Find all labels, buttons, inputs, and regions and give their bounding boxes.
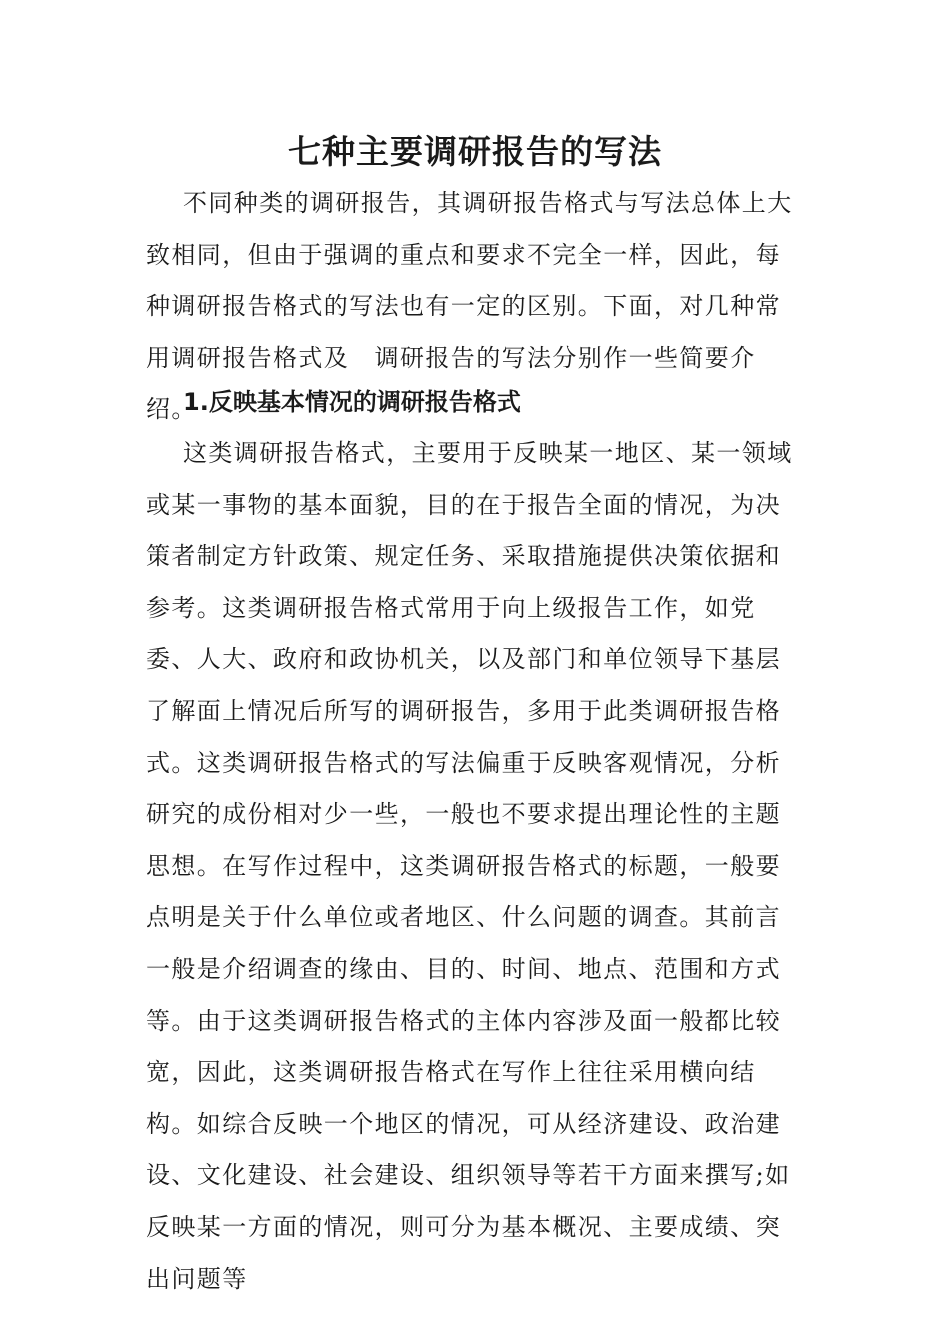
body-paragraph: 这类调研报告格式，主要用于反映某一地区、某一领域或某一事物的基本面貌，目的在于报告全面的情况，为决策者制定方针政策、规定任务、采取措施提供决策依据和参考。这类调研报告格式常用于向上级报告工作，如党委、人大、政府和政协机关，以及部门和单位领导下基层了解面上情况后所写的调研报告，多用于此类调研报告格式。这类调研报告格式的写法偏重于反映客观情况，分析研究的成份相对少一些，一般也不要求提出理论性的主题思想。在写作过程中，这类调研报告格式的标题，一般要点明是关于什么单位或者地区、什么问题的调查。其前言一般是介绍调查的缘由、目的、时间、地点、范围和方式等。由于这类调研报告格式的主体内容涉及面一般都比较宽，因此，这类调研报告格式在写作上往往采用横向结构。如综合反映一个地区的情况，可从经济建设、政治建设、文化建设、社会建设、组织领导等若干方面来撰写;如反映某一方面的情况，则可分为基本概况、主要成绩、突出问题等	[146, 439, 793, 1293]
intro-paragraph: 不同种类的调研报告，其调研报告格式与写法总体上大致相同，但由于强调的重点和要求不完全一样，因此，每种调研报告格式的写法也有一定的区别。下面，对几种常用调研报告格式及 调研报告的写法分别作一些简要介绍。	[146, 189, 793, 424]
document-title: 七种主要调研报告的写法	[288, 132, 662, 171]
section-heading: 1.反映基本情况的调研报告格式	[183, 388, 521, 416]
